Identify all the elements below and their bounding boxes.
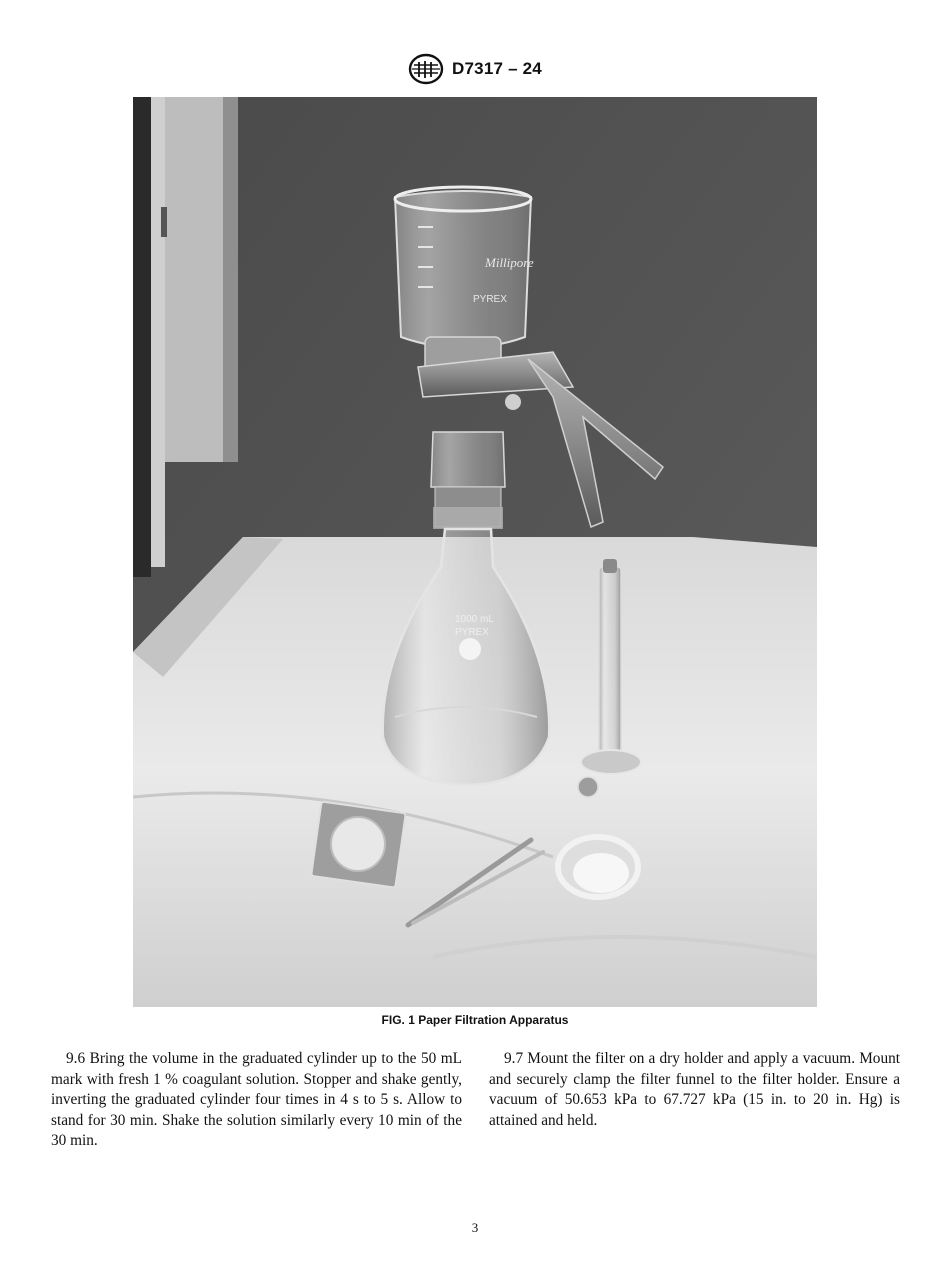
body-column-left (51, 1049, 462, 1152)
figure-caption: FIG. 1 Paper Filtration Apparatus (381, 1013, 569, 1027)
paragraph-9-7: 9.7 Mount the filter on a dry holder and apply a vacuum. Mount and securely clamp the filter funnel to the filter holder. Ensure a vacuum of 50.653 kPa to 67.727 kPa (15 in. to 20 in. Hg) is attained and held. (489, 1050, 900, 1129)
filtration-apparatus-photo (133, 97, 817, 1007)
funnel-pyrex-text: PYREX (473, 294, 507, 305)
flask-volume-text: 1000 mL (455, 614, 494, 625)
body-column-right (489, 1049, 900, 1131)
page-number: 3 (471, 1220, 479, 1235)
flask-pyrex-text: PYREX (455, 627, 489, 638)
funnel-brand-text: Millipore (485, 255, 534, 270)
astm-logo (408, 53, 444, 85)
page-header (0, 52, 950, 86)
paragraph-9-6: 9.6 Bring the volume in the graduated cylinder up to the 50 mL mark with fresh 1 % coagulant solution. Stopper and shake gently, inverting the graduated cylinder four times in 4 s to 5 s. Allow to stand for 30 min. Shake the solution similarly every 10 min of the 30 min. (51, 1050, 462, 1149)
document-id: D7317 – 24 (452, 59, 542, 78)
